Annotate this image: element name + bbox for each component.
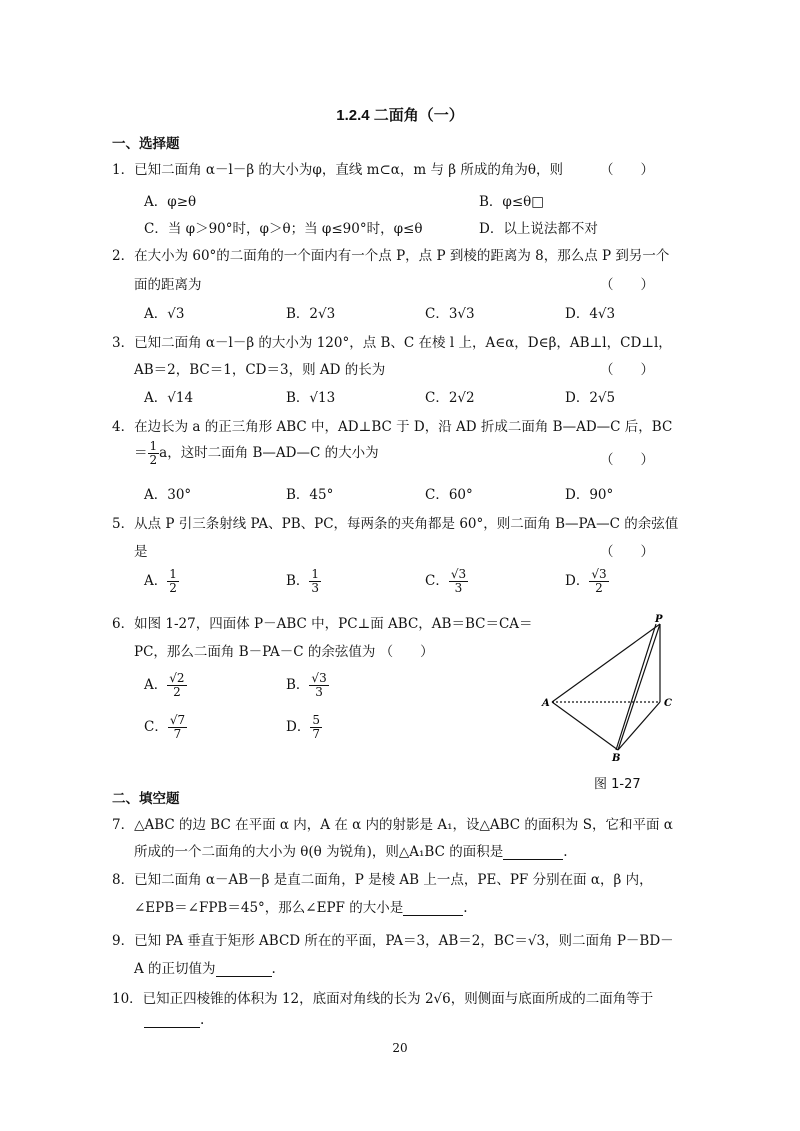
- q5-option-b-num: 1: [311, 567, 320, 581]
- q3-option-d: D．2√5: [565, 390, 616, 406]
- q6-option-b-fraction: [309, 672, 328, 699]
- q7-line2-text: 所成的一个二面角的大小为 θ(θ 为锐角)，则△A₁BC 的面积是: [134, 844, 504, 860]
- q6-option-c: [144, 714, 187, 741]
- q6-option-d: [286, 714, 322, 741]
- q4-fraction: [148, 440, 160, 467]
- q2-option-c: C．3√3: [425, 306, 475, 322]
- q3-stem-line1: 3．已知二面角 α－l－β 的大小为 120°，点 B、C 在棱 l 上，A∈α，D∈β，AB⊥l，CD⊥l，: [112, 335, 672, 351]
- q8-line2: ∠EPB＝∠FPB＝45°，那么∠EPF 的大小是 .: [134, 900, 468, 916]
- q5-option-b-fraction: [309, 568, 321, 595]
- q6-stem-line1: 6．如图 1-27，四面体 P－ABC 中，PC⊥面 ABC，AB＝BC＝CA＝: [112, 616, 533, 632]
- q1-stem: 1．已知二面角 α－l－β 的大小为φ，直线 m⊂α，m 与 β 所成的角为θ，则: [112, 162, 563, 178]
- q1-option-b: B．φ≤θ□: [479, 194, 545, 210]
- q8-line1: 8．已知二面角 α－AB－β 是直二面角，P 是棱 AB 上一点，PE、PF 分别在面 α，β 内，: [112, 872, 653, 888]
- label-a: A: [542, 698, 550, 709]
- q5-option-c-den: 3: [454, 581, 463, 595]
- q6-option-a-num: √2: [169, 671, 185, 685]
- q5-stem-line1: 5．从点 P 引三条射线 PA、PB、PC，每两条的夹角都是 60°，则二面角 B—PA—C 的余弦值: [112, 516, 679, 532]
- section-choice-heading: 一、选择题: [112, 136, 180, 152]
- q6-option-d-num: 5: [312, 713, 320, 727]
- q2-stem-line2: 面的距离为: [134, 277, 202, 293]
- q5-option-d-num: √3: [591, 567, 607, 581]
- q3-option-c: C．2√2: [425, 390, 475, 406]
- q9-answer-blank: [216, 964, 272, 977]
- q2-stem-line1: 2．在大小为 60°的二面角的一个面内有一个点 P，点 P 到棱的距离为 8，那么点 P 到另一个: [112, 248, 670, 264]
- q1-option-c: C．当 φ＞90°时，φ＞θ；当 φ≤90°时，φ≤θ: [144, 221, 423, 237]
- edge-pb: [618, 624, 660, 750]
- figure-caption: 图 1-27: [594, 777, 641, 792]
- q5-option-d-fraction: [589, 568, 608, 595]
- q6-option-b-label: B．: [286, 677, 310, 693]
- q5-option-a-label: A．: [144, 573, 168, 589]
- q6-option-c-num: √7: [169, 713, 186, 727]
- q6-option-d-label: D．: [286, 719, 311, 735]
- q5-option-d: [565, 568, 609, 595]
- q6-option-c-label: C．: [144, 719, 168, 735]
- q7-line2: 所成的一个二面角的大小为 θ(θ 为锐角)，则△A₁BC 的面积是 .: [134, 844, 568, 860]
- q4-stem-line1: 4．在边长为 a 的正三角形 ABC 中，AD⊥BC 于 D，沿 AD 折成二面角 B—AD—C 后，BC: [112, 419, 673, 435]
- q9-line2-text: A 的正切值为: [134, 961, 216, 977]
- q2-option-a: A．√3: [144, 306, 185, 322]
- q10-line2: .: [144, 1012, 204, 1028]
- q5-option-c: [425, 568, 468, 595]
- q3-stem-line2: AB＝2，BC＝1，CD＝3，则 AD 的长为: [134, 362, 386, 378]
- q1-answer-paren: （ ）: [600, 162, 654, 178]
- page-title: 1.2.4 二面角（一）: [336, 107, 464, 124]
- q10-answer-blank: [144, 1015, 200, 1028]
- q6-option-d-den: 7: [312, 727, 320, 741]
- q6-option-c-den: 7: [173, 727, 182, 741]
- label-p: P: [655, 614, 663, 625]
- q6-option-a-fraction: [167, 672, 186, 699]
- q5-option-c-num: √3: [450, 567, 467, 581]
- q4-option-b: B．45°: [286, 487, 334, 503]
- q4-option-d: D．90°: [565, 487, 614, 503]
- q1-option-a: A．φ≥θ: [144, 194, 197, 210]
- q8-answer-blank: [403, 903, 463, 916]
- q3-option-a: A．√14: [144, 390, 194, 406]
- q2-answer-paren: （ ）: [600, 277, 654, 293]
- q6-option-c-fraction: [168, 714, 187, 741]
- q7-line1: 7．△ABC 的边 BC 在平面 α 内，A 在 α 内的射影是 A₁，设△ABC 的面积为 S，它和平面 α: [112, 817, 673, 833]
- q5-option-b-label: B．: [286, 573, 310, 589]
- edge-pb-shadow: [616, 624, 656, 750]
- q6-option-b: [286, 672, 329, 699]
- q9-line2: A 的正切值为 .: [134, 961, 276, 977]
- q5-option-c-fraction: [449, 568, 468, 595]
- q6-option-d-fraction: [310, 714, 322, 741]
- q3-answer-paren: （ ）: [600, 362, 654, 378]
- section-fill-heading: 二、填空题: [112, 791, 180, 807]
- q1-option-d: D．以上说法都不对: [479, 221, 598, 237]
- q7-answer-blank: [503, 847, 563, 860]
- q4-fraction-num: 1: [149, 439, 158, 453]
- q5-stem-line2: 是: [134, 544, 148, 560]
- q5-option-a-num: 1: [169, 567, 177, 581]
- q4-fraction-den: 2: [149, 453, 158, 467]
- q6-option-b-den: 3: [315, 685, 323, 699]
- q4-stem-tail: a，这时二面角 B—AD—C 的大小为: [159, 445, 379, 461]
- label-c: C: [664, 698, 672, 709]
- q4-stem-line2: [134, 440, 379, 467]
- q4-option-c: C．60°: [425, 487, 473, 503]
- q5-option-d-label: D．: [565, 573, 590, 589]
- page-number: 20: [392, 1041, 408, 1055]
- q5-option-d-den: 2: [595, 581, 603, 595]
- q6-option-a-den: 2: [173, 685, 181, 699]
- q5-option-c-label: C．: [425, 573, 449, 589]
- q5-option-b-den: 3: [311, 581, 320, 595]
- q3-option-b: B．√13: [286, 390, 336, 406]
- label-b: B: [612, 753, 621, 762]
- tetrahedron-figure: [538, 612, 688, 762]
- q5-option-a: [144, 568, 179, 595]
- q4-option-a: A．30°: [144, 487, 192, 503]
- q5-option-a-den: 2: [169, 581, 177, 595]
- q4-equals: ＝: [134, 445, 148, 461]
- edge-ab: [552, 702, 618, 750]
- q9-line1: 9．已知 PA 垂直于矩形 ABCD 所在的平面，PA＝3，AB＝2，BC＝√3，则二面角 P－BD－: [112, 933, 674, 949]
- q8-line2-text: ∠EPB＝∠FPB＝45°，那么∠EPF 的大小是: [134, 900, 404, 916]
- q4-answer-paren: （ ）: [600, 452, 654, 468]
- q6-stem-line2: PC，那么二面角 B－PA－C 的余弦值为 （ ）: [134, 644, 434, 660]
- q6-option-a-label: A．: [144, 677, 168, 693]
- q5-answer-paren: （ ）: [600, 544, 654, 560]
- q5-option-b: [286, 568, 321, 595]
- q2-option-d: D．4√3: [565, 306, 616, 322]
- q6-option-a: [144, 672, 187, 699]
- edge-bc: [618, 702, 660, 750]
- q6-option-b-num: √3: [311, 671, 327, 685]
- q10-line1: 10．已知正四棱锥的体积为 12，底面对角线的长为 2√6，则侧面与底面所成的二面角等于: [112, 991, 654, 1007]
- q5-option-a-fraction: [167, 568, 179, 595]
- q2-option-b: B．2√3: [286, 306, 336, 322]
